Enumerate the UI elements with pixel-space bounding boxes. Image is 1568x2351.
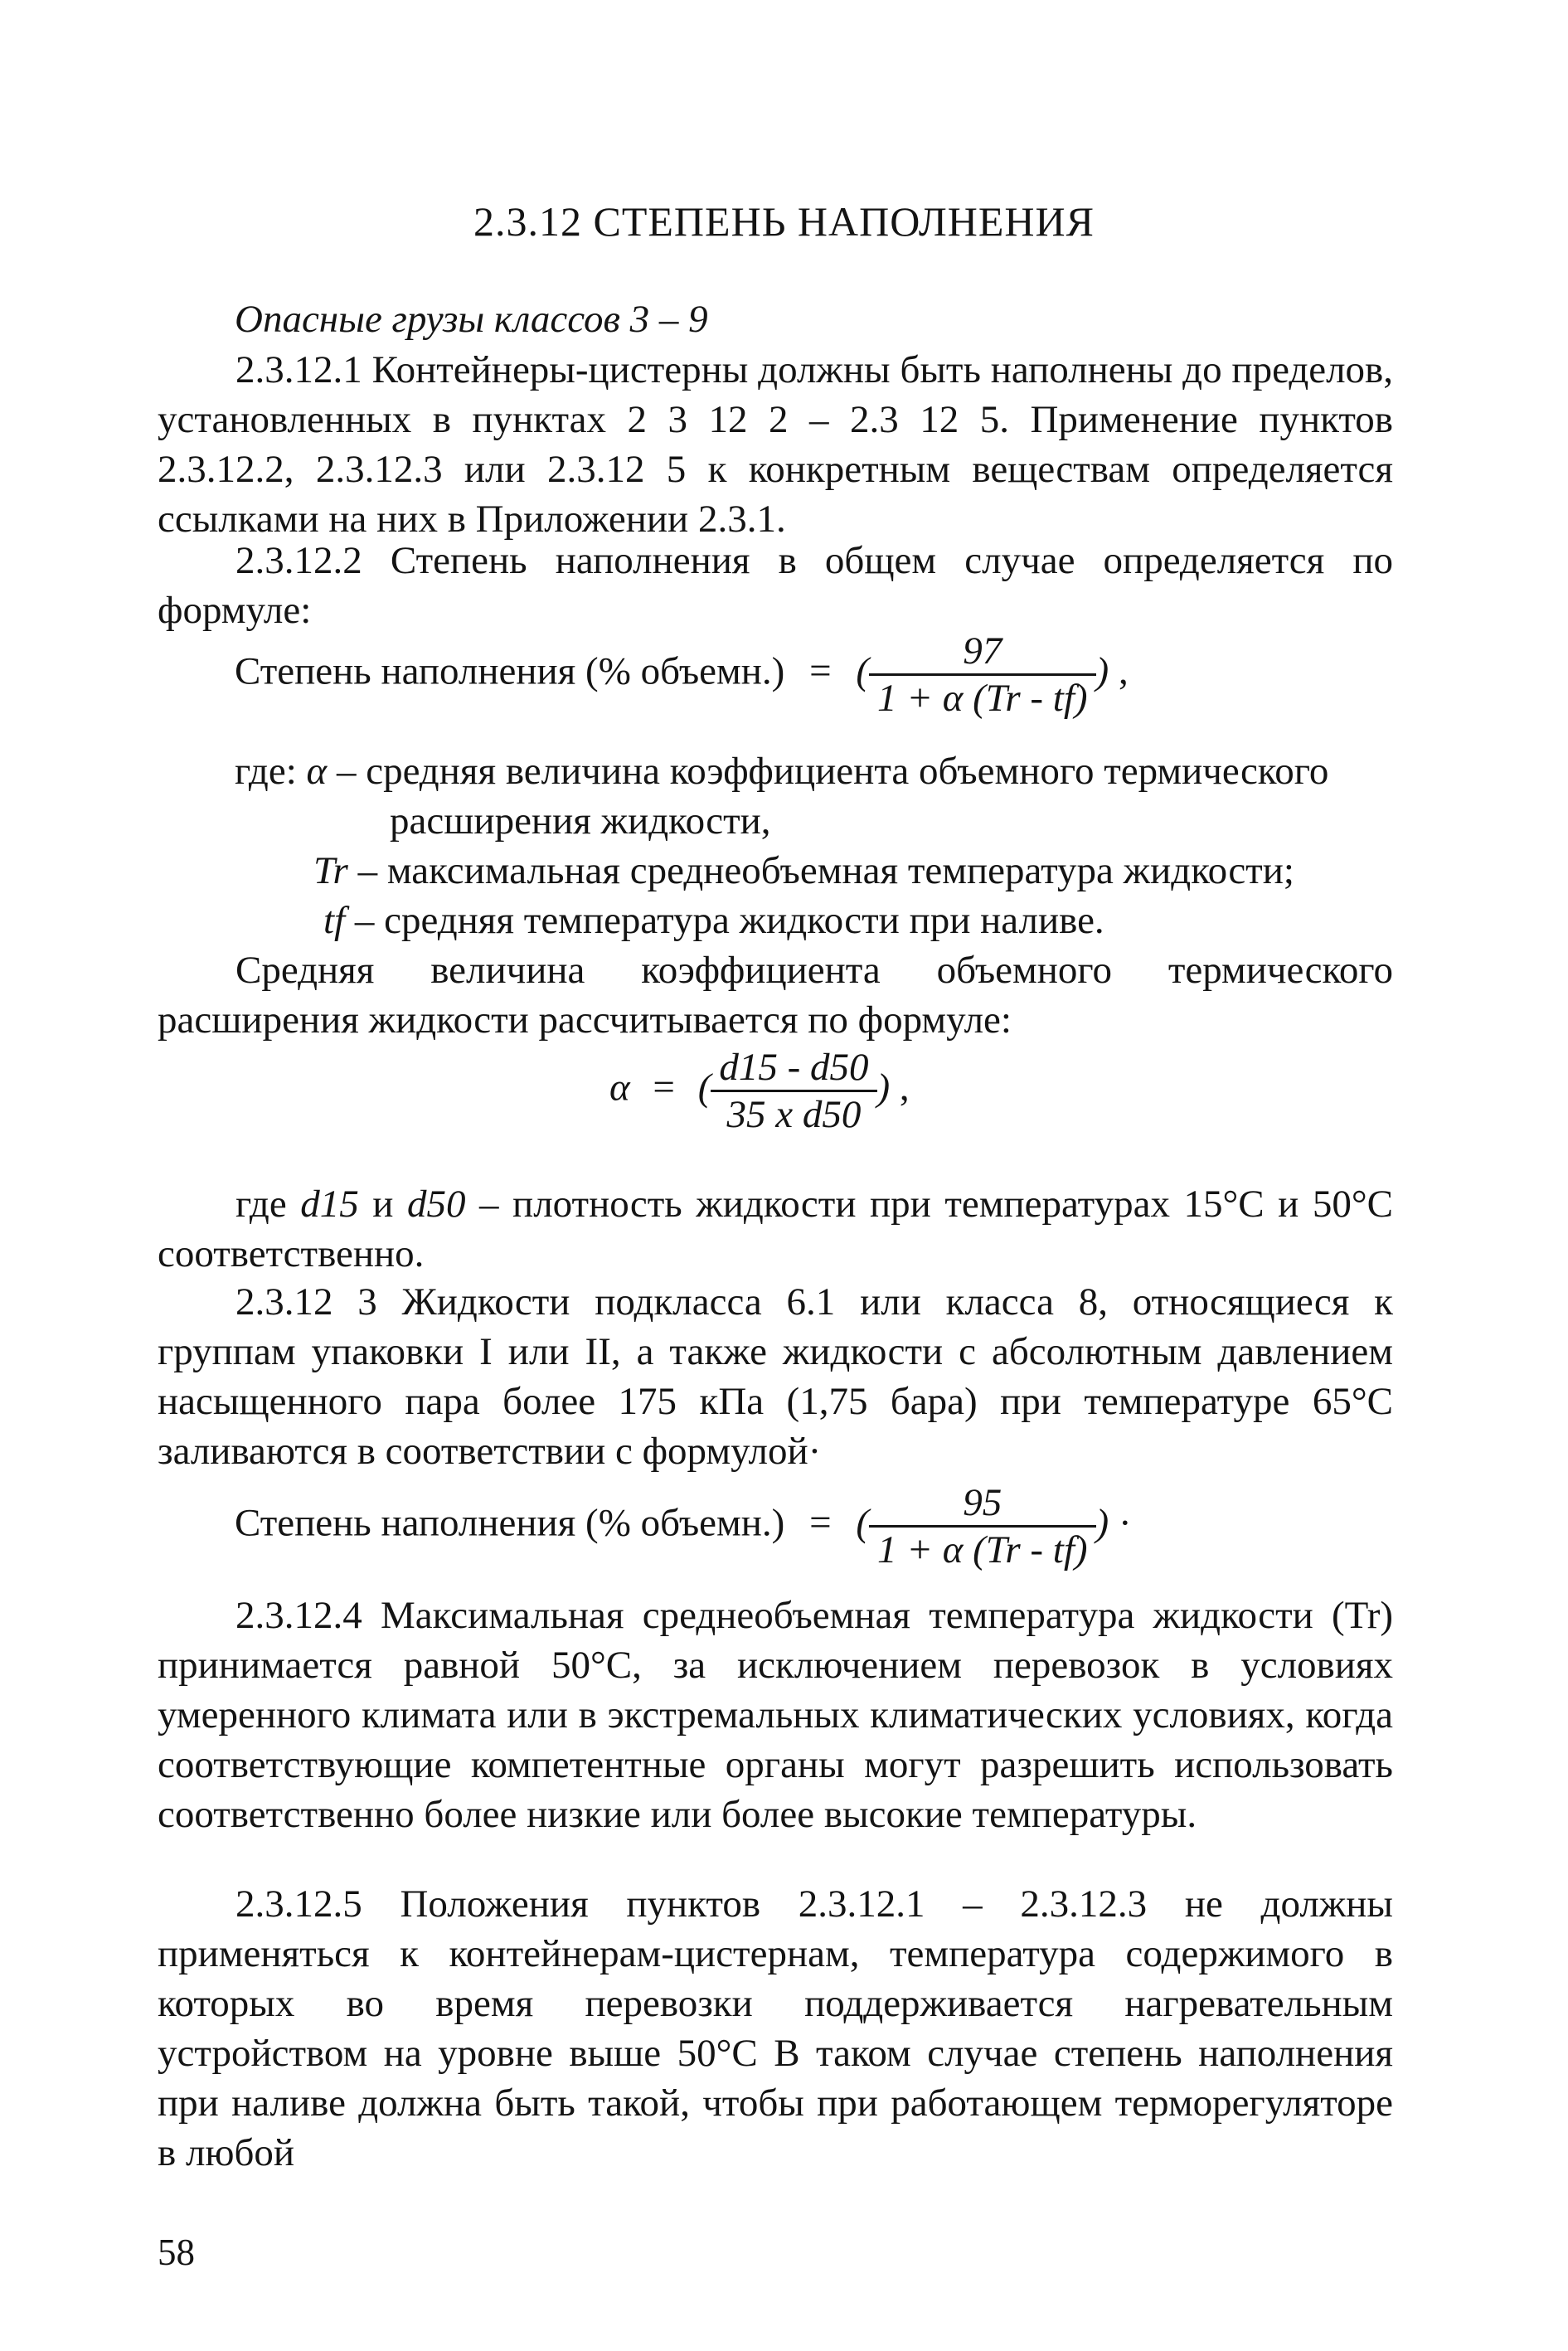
formula-close-paren: ) — [1095, 1501, 1109, 1545]
symbol-d15: d15 — [300, 1183, 359, 1226]
where-symbol: α — [306, 750, 328, 793]
where-alpha-line — [235, 746, 1328, 796]
formula-denominator: 35 x d50 — [726, 1093, 862, 1136]
formula-label: Степень наполнения (% объемн.) — [235, 649, 785, 693]
formula-fraction — [869, 1480, 1096, 1572]
paragraph-2-3-12-3: 2.3.12 3 Жидкости подкласса 6.1 или класса 8, относящиеся к группам упаковки I или II, а также жидкости с абсолютным давлением насыщенного пара более 175 кПа (1,75 бара) при температуре 65°C заливаются в соответствии с формулой· — [158, 1280, 1393, 1473]
formula-open-paren: ( — [697, 1066, 711, 1110]
formula-open-paren: ( — [856, 1501, 869, 1545]
formula-denominator: 1 + α (Tr - tf) — [876, 1528, 1088, 1571]
formula-fraction — [711, 1045, 876, 1137]
paragraph-2-3-12-4: 2.3.12.4 Максимальная среднеобъемная температура жидкости (Tr) принимается равной 50°C, за исключением перевозок в условиях умеренного климата или в экстремальных климатических условиях, когда соответствующие компетентные органы могут разрешить использовать соответственно более низкие или более высокие температуры. — [158, 1594, 1393, 1836]
formula-lhs: α — [609, 1066, 630, 1110]
formula-fill-degree-95 — [235, 1480, 1132, 1572]
paragraph-2-3-12-2: 2.3.12.2 Степень наполнения в общем случае определяется по формуле: — [158, 539, 1393, 632]
where-symbol: Tr — [313, 849, 348, 892]
formula-fill-degree-97 — [235, 629, 1129, 721]
section-heading: 2.3.12 СТЕПЕНЬ НАПОЛНЕНИЯ — [473, 198, 1095, 245]
where-alpha-continuation — [390, 796, 771, 846]
formula-denominator: 1 + α (Tr - tf) — [876, 677, 1088, 720]
formula-tail: · — [1118, 1501, 1132, 1545]
formula-close-paren: ) — [876, 1066, 891, 1110]
formula-numerator: 95 — [963, 1481, 1002, 1524]
formula-numerator: 97 — [963, 629, 1002, 673]
where-text: расширения жидкости, — [390, 799, 771, 843]
paragraph-alpha-intro: Средняя величина коэффициента объемного термического расширения жидкости рассчитывается по формуле: — [158, 949, 1393, 1042]
where-prefix: где: — [235, 750, 307, 793]
paragraph-2-3-12-5: 2.3.12.5 Положения пунктов 2.3.12.1 – 2.3.12.3 не должны применяться к контейнерам-цистернам, температура содержимого в которых во время перевозки поддерживается нагревательным устройством на уровне выше 50°C В таком случае степень наполнения при наливе должна быть такой, чтобы при работающем терморегуляторе в любой — [158, 1882, 1393, 2174]
formula-alpha — [609, 1045, 910, 1137]
paragraph-densities — [158, 1179, 1393, 1279]
formula-equals: = — [809, 1501, 832, 1545]
where-tr-line — [313, 846, 1294, 896]
formula-equals: = — [653, 1066, 675, 1110]
symbol-d50: d50 — [406, 1183, 466, 1226]
text: – плотность жидкости при температурах 15°C и 50°C соответственно. — [158, 1183, 1393, 1275]
formula-numerator: d15 - d50 — [719, 1046, 869, 1089]
where-text: – максимальная среднеобъемная температура жидкости; — [347, 849, 1294, 892]
where-tf-line — [323, 896, 1104, 945]
page-number: 58 — [158, 2232, 195, 2273]
formula-close-paren: ) — [1095, 649, 1109, 693]
formula-open-paren: ( — [856, 649, 869, 693]
text: и — [358, 1183, 407, 1226]
formula-tail: , — [899, 1066, 910, 1110]
where-symbol: tf — [323, 899, 346, 942]
formula-tail: , — [1118, 649, 1129, 693]
formula-fraction — [869, 629, 1096, 721]
paragraph-2-3-12-1: 2.3.12.1 Контейнеры-цистерны должны быть наполнены до пределов, установленных в пунктах 2 3 12 2 – 2.3 12 5. Применение пунктов 2.3.12.2, 2.3.12.3 или 2.3.12 5 к конкретным веществам определяется ссылками на них в Приложении 2.3.1. — [158, 348, 1393, 541]
where-text: – средняя температура жидкости при наливе. — [345, 899, 1104, 942]
formula-label: Степень наполнения (% объемн.) — [235, 1501, 785, 1545]
text: где — [235, 1183, 301, 1226]
where-text: – средняя величина коэффициента объемного термического — [327, 750, 1329, 793]
subheading: Опасные грузы классов 3 – 9 — [235, 298, 708, 341]
formula-equals: = — [809, 649, 832, 693]
